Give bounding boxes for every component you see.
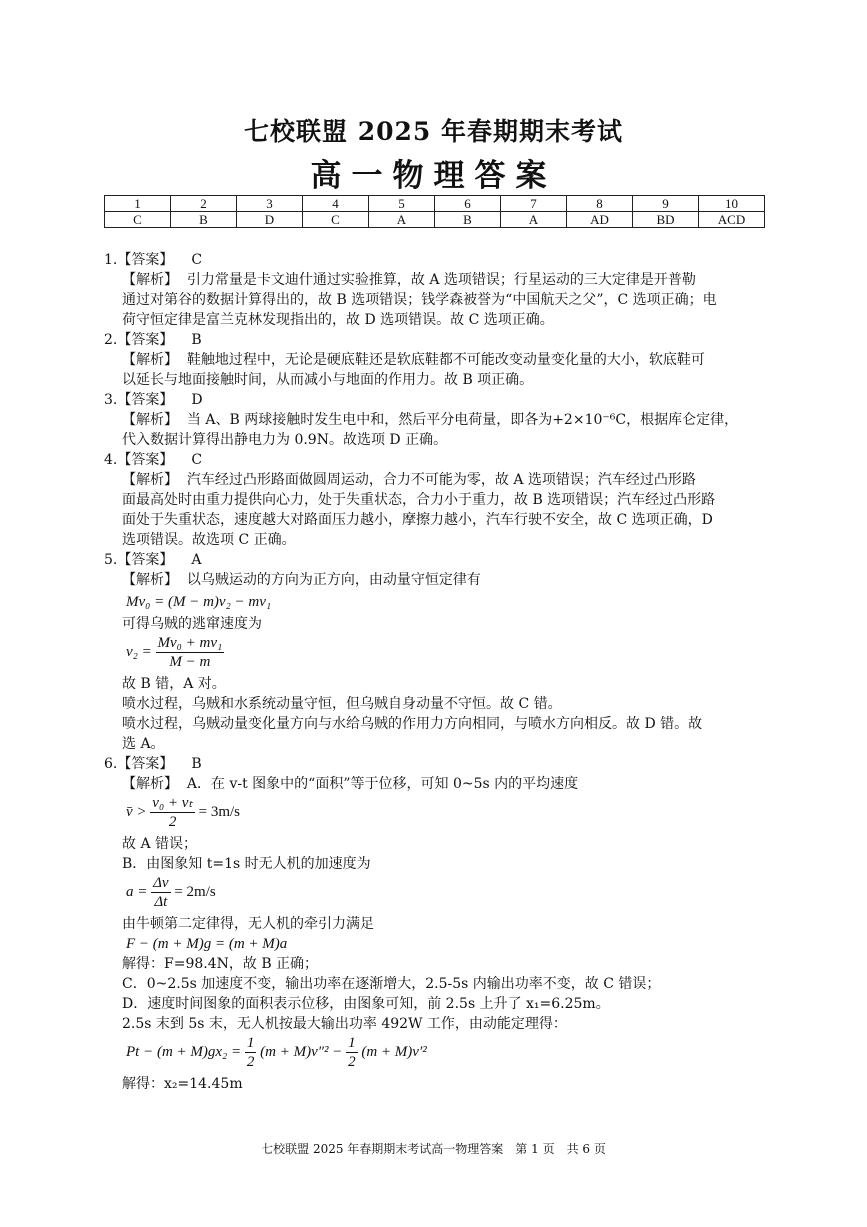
equation-lhs: a = [126, 883, 148, 900]
analysis-label: 【解析】 [122, 352, 178, 368]
analysis-text: A．在 v-t 图象中的“面积”等于位移，可知 0~5s 内的平均速度 [186, 776, 579, 792]
analysis-text: 汽车经过凸形路面做圆周运动，合力不可能为零，故 A 选项错误；汽车经过凸形路 [186, 472, 696, 488]
analysis-line [104, 774, 764, 794]
numerator: 1 [246, 1035, 255, 1051]
question-number: 3. [104, 392, 118, 408]
analysis-line [104, 270, 764, 290]
answer-table-answer: C [105, 212, 171, 228]
analysis-line [104, 410, 764, 430]
analysis-line: 选项错误。故选项 C 正确。 [122, 532, 296, 548]
question-6 [104, 754, 764, 1094]
answer-value: C [191, 452, 203, 468]
answer-table-number-row [105, 196, 765, 212]
equation-end: (m + M)v′² [361, 1043, 427, 1060]
answer-label: 【答案】 [117, 552, 174, 568]
analysis-line: 喷水过程，乌贼动量变化量方向与水给乌贼的作用力方向相同，与喷水方向相反。故 D 错。故 [122, 716, 703, 732]
question-3 [104, 390, 764, 450]
energy-equation [104, 1034, 764, 1074]
analysis-label: 【解析】 [122, 412, 178, 428]
equation-lhs: Pt − (m + M)gx₂ = [126, 1043, 242, 1060]
analysis-line [104, 470, 764, 490]
analysis-line: 以延长与地面接触时间，从而减小与地面的作用力。故 B 项正确。 [122, 372, 534, 388]
answer-label: 【答案】 [117, 252, 174, 268]
denominator: M − m [169, 654, 211, 670]
analysis-label: 【解析】 [122, 572, 178, 588]
analysis-label: 【解析】 [122, 776, 178, 792]
equation-rhs: = 2m/s [174, 883, 216, 900]
analysis-line: B．由图象知 t=1s 时无人机的加速度为 [122, 856, 371, 872]
page-footer: 七校联盟 2025 年春期期末考试高一物理答案 第 1 页 共 6 页 [261, 1142, 606, 1156]
numerator: Mv₀ + mv₁ [157, 635, 223, 651]
answer-label: 【答案】 [117, 392, 174, 408]
answer-value: A [191, 552, 202, 568]
answer-table-number: 4 [303, 196, 369, 212]
answer-table-answer: C [303, 212, 369, 228]
numerator: 1 [348, 1035, 356, 1051]
answer-table-number: 9 [633, 196, 699, 212]
denominator: 2 [246, 1054, 255, 1070]
answer-line [104, 450, 764, 470]
analysis-line: 喷水过程，乌贼和水系统动量守恒，但乌贼自身动量不守恒。故 C 错。 [122, 696, 562, 712]
answer-table-number: 8 [567, 196, 633, 212]
answer-table-number: 2 [171, 196, 237, 212]
fraction [245, 1034, 257, 1071]
answer-label: 【答案】 [117, 756, 174, 772]
answer-table-number: 7 [501, 196, 567, 212]
answer-value: C [191, 252, 203, 268]
answer-table-number: 1 [105, 196, 171, 212]
analysis-line: 可得乌贼的逃窜速度为 [122, 616, 262, 632]
equation-lhs: v₂ = [126, 643, 152, 660]
question-number: 5. [104, 552, 118, 568]
analysis-label: 【解析】 [122, 472, 178, 488]
answer-line [104, 330, 764, 350]
analysis-line: D．速度时间图象的面积表示位移，由图象可知，前 2.5s 上升了 x₁=6.25m。 [122, 996, 610, 1012]
denominator: Δt [154, 894, 168, 910]
answer-table-number: 6 [435, 196, 501, 212]
momentum-equation: Mv₀ = (M − m)v₂ − mv₁ [126, 594, 272, 610]
analysis-line: 代入数据计算得出静电力为 0.9N。故选项 D 正确。 [122, 432, 448, 448]
analysis-line: 面处于失重状态，速度越大对路面压力越小，摩擦力越小，汽车行驶不安全，故 C 选项正确，D [122, 512, 713, 528]
denominator: 2 [348, 1054, 356, 1070]
equation-lhs: v̄ > [126, 803, 147, 820]
fraction [346, 1034, 358, 1071]
exam-subtitle: 高一物理答案 [310, 158, 557, 194]
analysis-line: 故 B 错，A 对。 [122, 676, 226, 692]
question-4 [104, 450, 764, 550]
answer-table-answer: D [237, 212, 303, 228]
answer-table-answer: B [435, 212, 501, 228]
answer-table-answer: BD [633, 212, 699, 228]
analysis-line: 通过对第谷的数据计算得出的，故 B 选项错误；钱学森被誉为“中国航天之父”，C 选项正确；电 [122, 292, 717, 308]
analysis-line: 解得：x₂=14.45m [122, 1076, 243, 1092]
answer-value: D [191, 392, 203, 408]
analysis-text: 引力常量是卡文迪什通过实验推算，故 A 选项错误；行星运动的三大定律是开普勒 [186, 272, 696, 288]
answer-table-answer: A [501, 212, 567, 228]
question-number: 2. [104, 332, 118, 348]
solutions-body [104, 250, 764, 1094]
numerator: v₀ + vₜ [152, 795, 193, 811]
analysis-line: 2.5s 末到 5s 末，无人机按最大输出功率 492W 工作，由动能定理得： [122, 1016, 567, 1032]
question-2 [104, 330, 764, 390]
answer-table-answer: ACD [699, 212, 765, 228]
analysis-line: C．0~2.5s 加速度不变，输出功率在逐渐增大，2.5-5s 内输出功率不变，故 C 错误； [122, 976, 661, 992]
answer-value: B [191, 332, 202, 348]
acceleration-equation [104, 874, 764, 914]
analysis-line: 选 A。 [122, 736, 165, 752]
analysis-line: 故 A 错误； [122, 836, 198, 852]
analysis-line: 由牛顿第二定律得，无人机的牵引力满足 [122, 916, 374, 932]
answer-table-number: 10 [699, 196, 765, 212]
equation-rhs: = 3m/s [198, 803, 240, 820]
analysis-text: 鞋触地过程中，无论是硬底鞋还是软底鞋都不可能改变动量变化量的大小，软底鞋可 [186, 352, 705, 368]
numerator: Δv [153, 875, 169, 891]
analysis-text: 当 A、B 两球接触时发生电中和，然后平分电荷量，即各为+2×10⁻⁶C，根据库仑定律， [186, 412, 739, 428]
answer-value: B [191, 756, 202, 772]
answer-line [104, 754, 764, 774]
answer-line [104, 390, 764, 410]
question-5 [104, 550, 764, 754]
question-number: 4. [104, 452, 118, 468]
analysis-line: 面最高处时由重力提供向心力，处于失重状态，合力小于重力，故 B 选项错误；汽车经过凸形路 [122, 492, 716, 508]
answer-table-answer: A [369, 212, 435, 228]
answer-label: 【答案】 [117, 452, 174, 468]
answer-table-answer: B [171, 212, 237, 228]
fraction [151, 874, 170, 911]
exam-title: 七校联盟 2025 年春期期末考试 [244, 117, 623, 146]
average-velocity-equation [104, 794, 764, 834]
answer-label: 【答案】 [117, 332, 174, 348]
equation-middle: (m + M)v″² − [260, 1043, 343, 1060]
analysis-line: 荷守恒定律是富兰克林发现指出的，故 D 选项错误。故 C 选项正确。 [122, 312, 554, 328]
question-1 [104, 250, 764, 330]
answer-table-number: 3 [237, 196, 303, 212]
answer-line [104, 550, 764, 570]
denominator: 2 [168, 814, 177, 830]
answer-table-answer: AD [567, 212, 633, 228]
question-number: 1. [104, 252, 118, 268]
question-number: 6. [104, 756, 118, 772]
analysis-line [104, 350, 764, 370]
fraction [156, 634, 225, 671]
newton-equation: F − (m + M)g = (m + M)a [126, 936, 288, 952]
fraction [150, 794, 195, 831]
answer-table [104, 195, 765, 228]
analysis-label: 【解析】 [122, 272, 178, 288]
analysis-text: 以乌贼运动的方向为正方向，由动量守恒定律有 [186, 572, 481, 588]
analysis-line [104, 570, 764, 590]
escape-velocity-equation [104, 634, 764, 674]
answer-line [104, 250, 764, 270]
answer-table-number: 5 [369, 196, 435, 212]
analysis-line: 解得：F=98.4N，故 B 正确； [122, 956, 319, 972]
answer-table-answer-row [105, 212, 765, 228]
